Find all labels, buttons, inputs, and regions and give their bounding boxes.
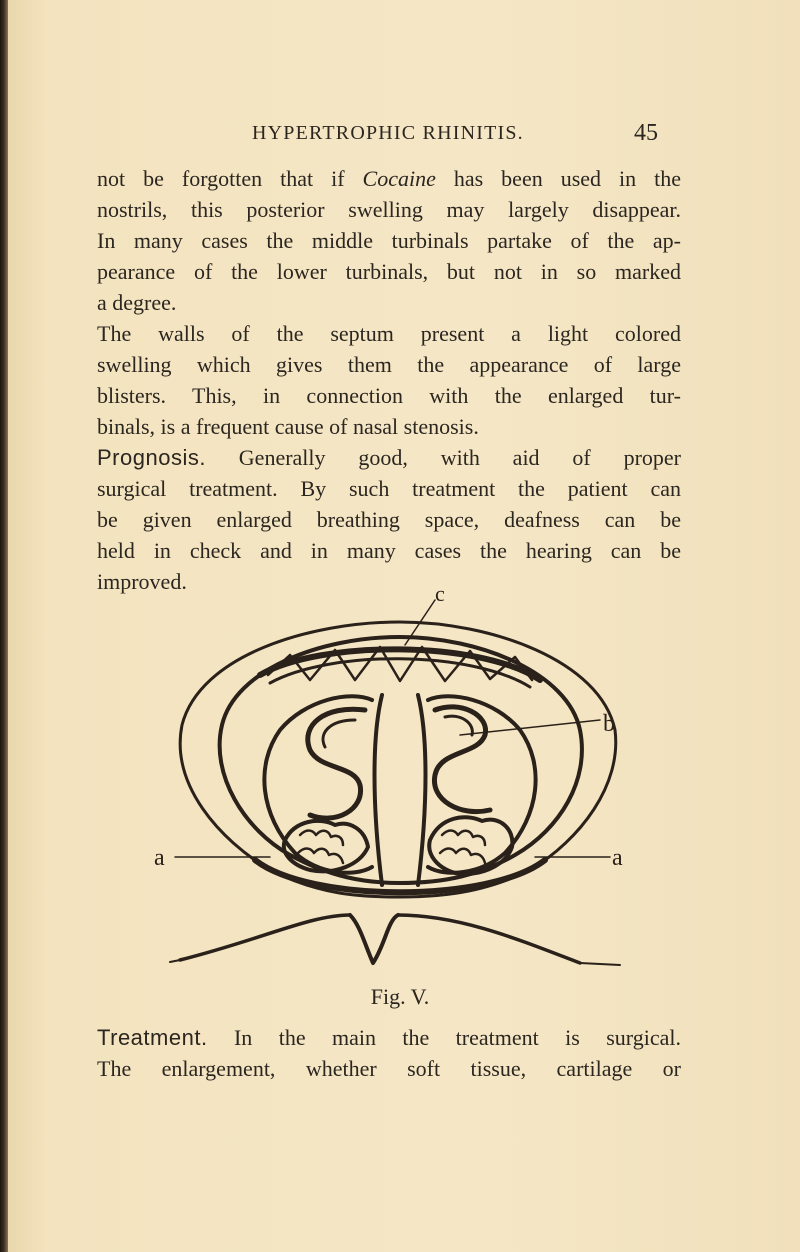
paragraph-1-line-3: In many cases the middle turbinals partake of the ap- bbox=[97, 228, 681, 253]
nasal-cross-section-illustration bbox=[154, 581, 640, 985]
text-run: has been used in the bbox=[435, 166, 681, 191]
paragraph-4-line-2: The enlargement, whether soft tissue, cartilage or bbox=[97, 1056, 681, 1081]
prognosis-heading: Prognosis. bbox=[97, 445, 206, 470]
page-number: 45 bbox=[634, 120, 658, 146]
paragraph-3-line-5: improved. bbox=[97, 569, 187, 594]
paragraph-3-line-1 bbox=[97, 442, 681, 473]
text-run: Generally good, with aid of proper bbox=[205, 445, 681, 470]
paragraph-4-line-1 bbox=[97, 1022, 681, 1053]
figure-label-b: b bbox=[603, 711, 615, 737]
paragraph-3-line-2: surgical treatment. By such treatment the patient can bbox=[97, 476, 681, 501]
paragraph-1-line-5: a degree. bbox=[97, 290, 177, 315]
paragraph-1-line-4: pearance of the lower turbinals, but not in so marked bbox=[97, 259, 681, 284]
body-text-lower bbox=[97, 1022, 681, 1084]
nasal-cross-section-figure bbox=[154, 581, 640, 985]
treatment-heading: Treatment. bbox=[97, 1025, 208, 1050]
body-text-upper bbox=[97, 163, 681, 597]
paragraph-1-line-2: nostrils, this posterior swelling may largely disappear. bbox=[97, 197, 681, 222]
figure-label-a-left: a bbox=[154, 845, 165, 871]
paragraph-2-line-4: binals, is a frequent cause of nasal stenosis. bbox=[97, 414, 479, 439]
figure-caption: Fig. V. bbox=[370, 984, 430, 1009]
figure-label-a-right: a bbox=[612, 845, 623, 871]
outer-contour bbox=[180, 622, 616, 897]
paragraph-2-line-1: The walls of the septum present a light colored bbox=[97, 321, 681, 346]
book-spine-edge bbox=[0, 0, 8, 1252]
paragraph-2-line-2: swelling which gives them the appearance of large bbox=[97, 352, 681, 377]
text-run: In the main the treatment is surgical. bbox=[207, 1025, 681, 1050]
text-run: not be forgotten that if bbox=[97, 166, 363, 191]
paragraph-2-line-3: blisters. This, in connection with the enlarged tur- bbox=[97, 383, 681, 408]
italic-term-cocaine: Cocaine bbox=[362, 166, 436, 191]
figure-label-c: c bbox=[435, 581, 445, 606]
paragraph-1-line-1 bbox=[97, 163, 681, 194]
running-title: HYPERTROPHIC RHINITIS. bbox=[252, 122, 524, 144]
paragraph-3-line-4: held in check and in many cases the hearing can be bbox=[97, 538, 681, 563]
paragraph-3-line-3: be given enlarged breathing space, deafness can be bbox=[97, 507, 681, 532]
